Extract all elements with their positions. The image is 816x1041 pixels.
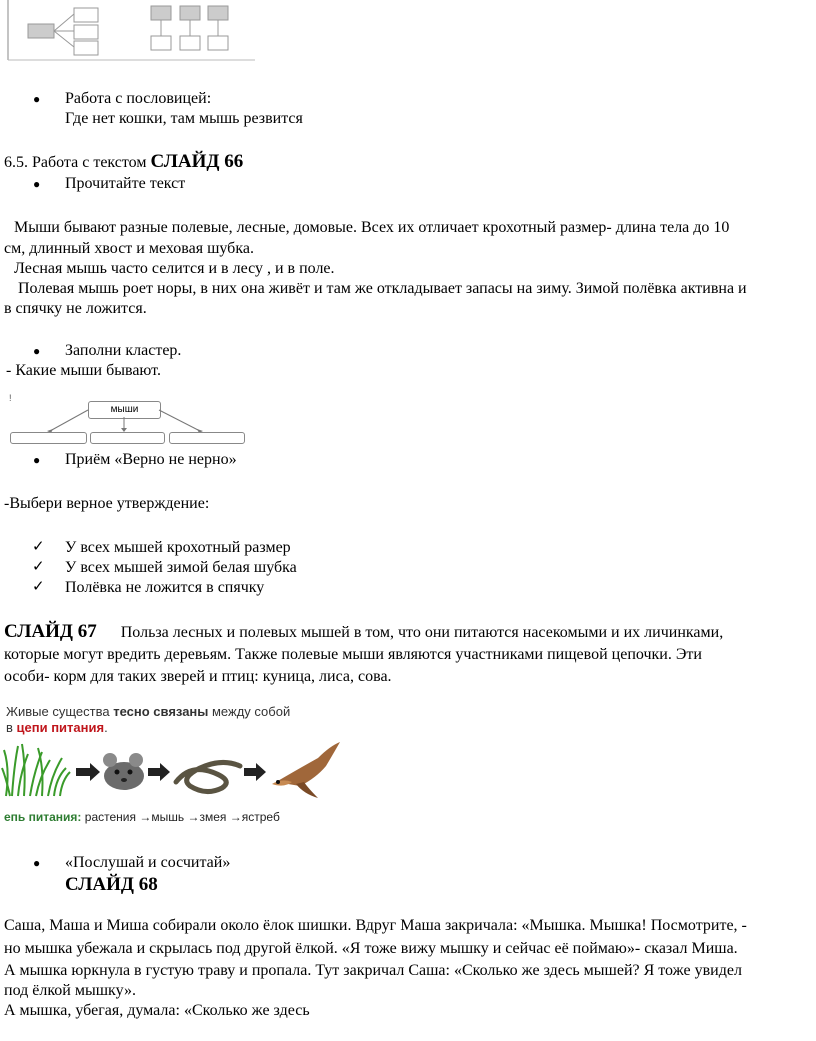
true-false-prompt: -Выбери верное утверждение:: [4, 495, 210, 512]
bullet-icon: ●: [33, 177, 41, 191]
listen-count-bullet: «Послушай и сосчитай»: [65, 854, 231, 871]
chain-item-mouse: мышь: [151, 810, 185, 824]
bullet-icon: ●: [33, 344, 41, 358]
story-line3: А мышка юркнула в густую траву и пропала. Тут закричал Саша: «Сколько же здесь мышей? Я тоже увидел: [4, 962, 742, 979]
chain-item-hawk: ястреб: [241, 810, 280, 824]
arrow-right-icon: [244, 763, 266, 781]
slide-68-label: СЛАЙД 68: [65, 874, 158, 895]
slide67-text-line1: Польза лесных и полевых мышей в том, что они питаются насекомыми и их личинками,: [120, 624, 724, 641]
section-heading-text: 6.5. Работа с текстом: [4, 154, 151, 171]
reading-p3-line1: Полевая мышь роет норы, в них она живёт и там же откладывает запасы на зиму. Зимой полёвка активна и: [18, 280, 747, 297]
reading-p3-line2: в спячку не ложится.: [4, 300, 147, 317]
arrow-right-icon: [148, 763, 170, 781]
read-text-bullet: Прочитайте текст: [65, 175, 186, 192]
slide67-line3: особи- корм для таких зверей и птиц: куница, лиса, сова.: [4, 668, 392, 685]
snake-icon: [176, 762, 240, 791]
food-chain-caption: [4, 810, 280, 824]
slide67-line1: [4, 622, 723, 643]
cluster-bullet: Заполни кластер.: [65, 342, 182, 359]
arrow-right-icon: →: [229, 810, 242, 824]
cluster-answer-box-1[interactable]: [10, 432, 87, 444]
hawk-icon: [272, 742, 340, 798]
checkmark-icon: ✓: [32, 577, 45, 595]
cluster-mark: !: [9, 393, 12, 403]
story-line4: под ёлкой мышку».: [4, 982, 136, 999]
proverb-bullet-text: Работа с пословицей:: [65, 90, 212, 107]
food-chain-illustration: [0, 738, 350, 800]
chain-item-snake: змея: [199, 810, 227, 824]
arrow-right-icon: [76, 763, 100, 781]
checkmark-icon: ✓: [32, 537, 45, 555]
reading-p2: Лесная мышь часто селится и в лесу , и в поле.: [14, 260, 335, 277]
true-false-bullet: Приём «Верно не нерно»: [65, 451, 237, 468]
slide67-line2: которые могут вредить деревьям. Также полевые мыши являются участниками пищевой цепочки. Эти: [4, 646, 702, 663]
mouse-icon: [103, 753, 144, 790]
cluster-answer-box-3[interactable]: [169, 432, 245, 444]
bullet-icon: ●: [33, 856, 41, 870]
arrow-right-icon: →: [187, 810, 200, 824]
story-line2: но мышка убежала и скрылась под другой ёлкой. «Я тоже вижу мышку и сейчас её поймаю»- сказал Миша.: [4, 940, 738, 957]
story-line1: Саша, Маша и Миша собирали около ёлок шишки. Вдруг Маша закричала: «Мышка. Мышка! Посмотрите, -: [4, 917, 747, 934]
food-chain-image: [0, 700, 350, 832]
statement-2: У всех мышей зимой белая шубка: [65, 559, 297, 576]
bullet-icon: ●: [33, 453, 41, 467]
cluster-question: - Какие мыши бывают.: [6, 362, 161, 379]
caption-label: епь питания:: [4, 810, 82, 824]
slide-66-label: СЛАЙД 66: [150, 151, 244, 172]
cluster-connectors: [0, 0, 260, 450]
grass-icon: [2, 744, 70, 796]
checkmark-icon: ✓: [32, 557, 45, 575]
slide-67-label: СЛАЙД 67: [4, 621, 97, 642]
subtitle-red-text: цепи питания: [16, 720, 105, 735]
cluster-root-label: мыши: [110, 404, 139, 415]
statement-3: Полёвка не ложится в спячку: [65, 579, 265, 596]
cluster-answer-box-2[interactable]: [90, 432, 165, 444]
proverb-text: Где нет кошки, там мышь резвится: [65, 110, 303, 127]
arrow-right-icon: →: [139, 810, 152, 824]
chain-item-plants: растения: [84, 810, 136, 824]
reading-p1-line2: см, длинный хвост и меховая шубка.: [4, 240, 254, 257]
story-line5: А мышка, убегая, думала: «Сколько же здесь: [4, 1002, 310, 1019]
reading-p1-line1: Мыши бывают разные полевые, лесные, домовые. Всех их отличает крохотный размер- длина тела до 10: [14, 219, 730, 236]
food-chain-subtitle: в цепи питания.: [6, 720, 108, 735]
food-chain-title: Живые существа тесно связаны между собой: [6, 704, 291, 719]
bullet-icon: ●: [33, 92, 41, 106]
statement-1: У всех мышей крохотный размер: [65, 539, 291, 556]
